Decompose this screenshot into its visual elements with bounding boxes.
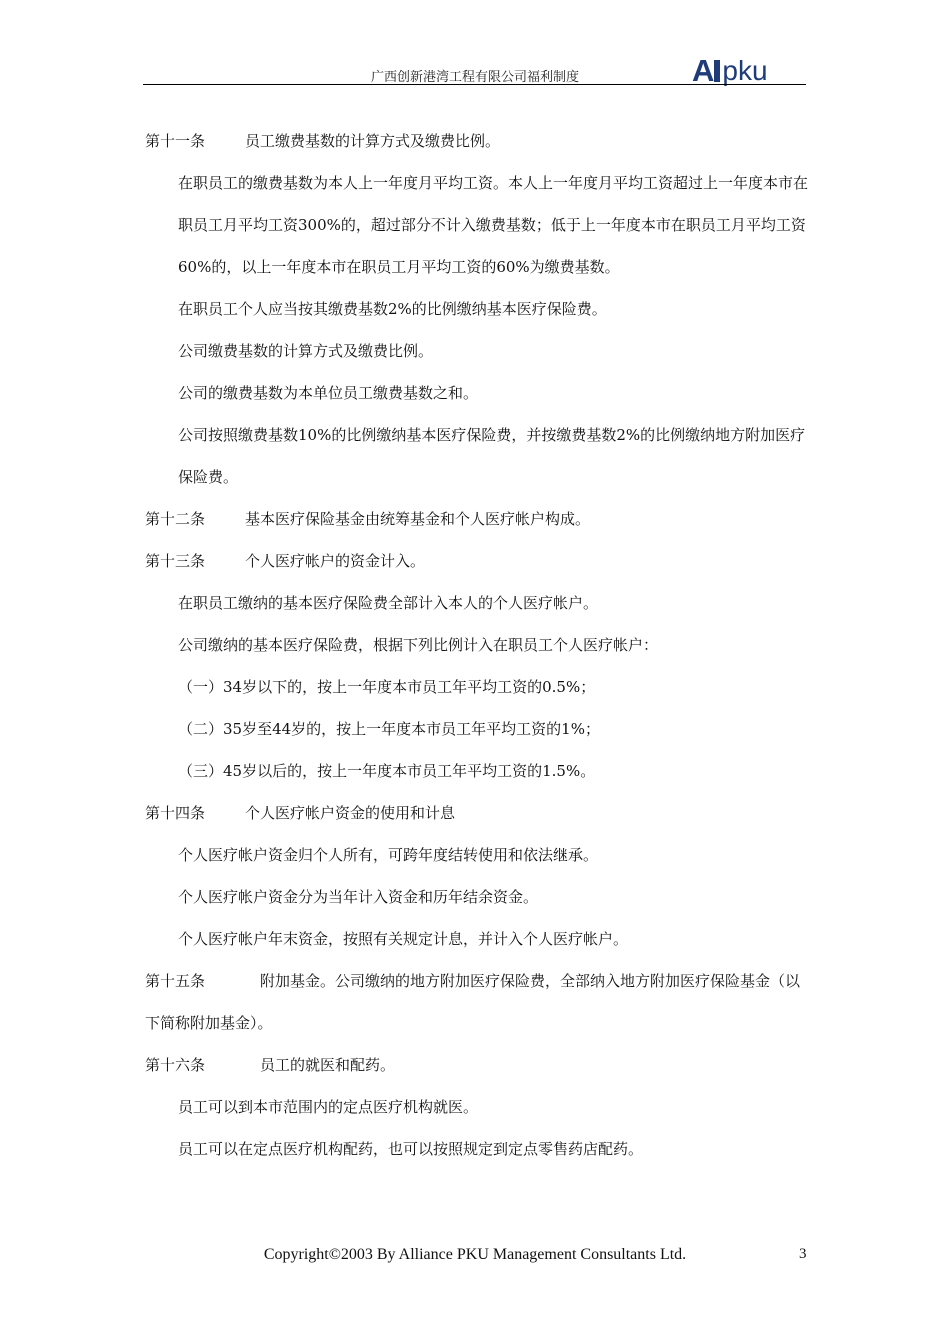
article-text: 附加基金。公司缴纳的地方附加医疗保险费，全部纳入地方附加医疗保险基金（以下简称附加基金）。 [145,972,801,1032]
footer-copyright: Copyright©2003 By Alliance PKU Management Consultants Ltd. [263,1246,687,1263]
logo-letter-a: A [692,53,714,88]
article-12 [145,498,809,540]
paragraph: 个人医疗帐户资金分为当年计入资金和历年结余资金。 [178,888,539,906]
paragraph: 在职员工的缴费基数为本人上一年度月平均工资。本人上一年度月平均工资超过上一年度本市在职员工月平均工资300%的，超过部分不计入缴费基数；低于上一年度本市在职员工月平均工资60%的，以上一年度本市在职员工月平均工资的60%为缴费基数。 [178,174,809,276]
list-item: （二）35岁至44岁的，按上一年度本市员工年平均工资的1%； [178,720,600,738]
paragraph: 员工可以到本市范围内的定点医疗机构就医。 [178,1098,479,1116]
article-text: 员工缴费基数的计算方式及缴费比例。 [245,132,501,150]
article-14 [145,792,809,834]
list-item: （一）34岁以下的，按上一年度本市员工年平均工资的0.5%； [178,678,596,696]
article-15 [145,960,809,1044]
paragraph: 在职员工缴纳的基本医疗保险费全部计入本人的个人医疗帐户。 [178,594,599,612]
article-number: 第十六条 [145,1056,206,1074]
article-text: 员工的就医和配药。 [260,1056,396,1074]
alpku-logo [692,52,768,86]
article-text: 个人医疗帐户资金的使用和计息 [245,804,456,822]
paragraph: 公司缴纳的基本医疗保险费，根据下列比例计入在职员工个人医疗帐户： [178,636,659,654]
paragraph: 公司缴费基数的计算方式及缴费比例。 [178,342,434,360]
article-number: 第十二条 [145,510,206,528]
article-number: 第十一条 [145,132,206,150]
article-number: 第十四条 [145,804,206,822]
paragraph: 个人医疗帐户年末资金，按照有关规定计息，并计入个人医疗帐户。 [178,930,629,948]
paragraph: 公司的缴费基数为本单位员工缴费基数之和。 [178,384,479,402]
paragraph: 公司按照缴费基数10%的比例缴纳基本医疗保险费，并按缴费基数2%的比例缴纳地方附加医疗保险费。 [178,426,806,486]
header-title: 广西创新港湾工程有限公司福利制度 [370,70,579,85]
logo-letters-pku: pku [722,55,768,86]
article-text: 基本医疗保险基金由统筹基金和个人医疗帐户构成。 [245,510,591,528]
paragraph: 在职员工个人应当按其缴费基数2%的比例缴纳基本医疗保险费。 [178,300,607,318]
article-text: 个人医疗帐户的资金计入。 [245,552,426,570]
article-11 [145,120,809,162]
paragraph: 个人医疗帐户资金归个人所有，可跨年度结转使用和依法继承。 [178,846,599,864]
page-number: 3 [799,1246,807,1262]
logo-bar-icon [714,60,720,82]
list-item: （三）45岁以后的，按上一年度本市员工年平均工资的1.5%。 [178,762,596,780]
article-13 [145,540,809,582]
article-16 [145,1044,809,1086]
article-number: 第十五条 [145,972,206,990]
document-body [145,120,809,1170]
header-rule [143,84,806,85]
article-number: 第十三条 [145,552,206,570]
paragraph: 员工可以在定点医疗机构配药，也可以按照规定到定点零售药店配药。 [178,1140,644,1158]
